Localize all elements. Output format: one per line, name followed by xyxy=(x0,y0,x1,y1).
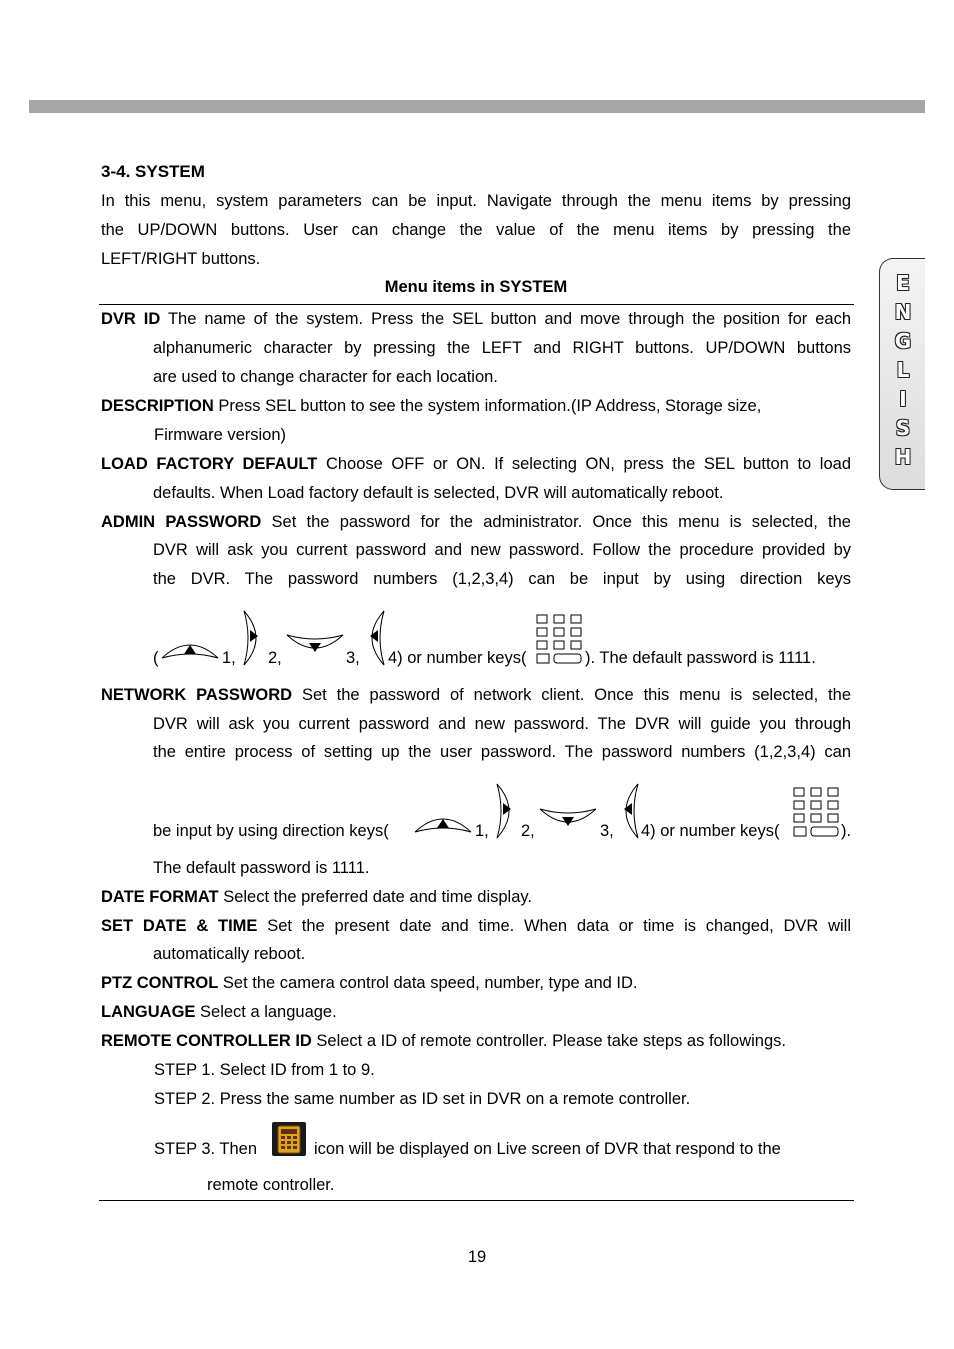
page-number: 19 xyxy=(467,1248,487,1266)
table-bottom-rule xyxy=(99,1200,854,1201)
item-text: Set the password of network client. Once this menu is selected, the xyxy=(292,686,851,704)
item-text: automatically reboot. xyxy=(153,945,306,963)
language-side-tab xyxy=(879,258,925,490)
item-admin-password xyxy=(101,513,851,532)
item-term: DATE FORMAT xyxy=(101,888,219,906)
item-text: 3, xyxy=(346,649,360,667)
item-text: 1, xyxy=(475,822,489,840)
item-term: NETWORK PASSWORD xyxy=(101,686,293,704)
step-text: STEP 1. Select ID from 1 to 9. xyxy=(154,1061,375,1079)
item-set-date-time xyxy=(101,917,851,936)
item-description xyxy=(101,397,761,416)
left-arrow-key-icon xyxy=(616,782,642,840)
item-text: the entire process of setting up the user password. The password numbers (1,2,3,4) can xyxy=(153,743,851,761)
item-text: ). The default password is 1111. xyxy=(585,649,816,667)
intro-text: the UP/DOWN buttons. User can change the value of the menu items by pressing the xyxy=(101,221,851,239)
right-arrow-key-icon xyxy=(240,609,266,667)
item-text: DVR will ask you current password and new password. The DVR will guide you through xyxy=(153,715,851,733)
item-text: ( xyxy=(153,649,159,667)
left-arrow-key-icon xyxy=(362,609,388,667)
item-text: 4) or number keys( xyxy=(388,649,527,667)
item-text: be input by using direction keys( xyxy=(153,822,389,840)
item-network-password xyxy=(101,686,851,705)
item-text: DVR will ask you current password and new password. Follow the procedure provided by xyxy=(153,541,851,559)
intro-text: In this menu, system parameters can be input. Navigate through the menu items by pressing xyxy=(101,192,851,210)
item-text: Select a language. xyxy=(195,1003,337,1021)
item-text: Set the camera control data speed, number, type and ID. xyxy=(218,974,638,992)
side-tab-letter: N xyxy=(894,300,912,324)
item-text: 2, xyxy=(268,649,282,667)
table-caption: Menu items in SYSTEM xyxy=(384,278,568,296)
item-load-factory-default xyxy=(101,455,851,474)
number-keypad-icon xyxy=(535,613,585,667)
item-term: LANGUAGE xyxy=(101,1003,196,1021)
item-term: ADMIN PASSWORD xyxy=(101,513,262,531)
intro-text: LEFT/RIGHT buttons. xyxy=(101,250,261,268)
item-term: PTZ CONTROL xyxy=(101,974,219,992)
step-text: STEP 3. Then xyxy=(154,1140,258,1158)
up-arrow-key-icon xyxy=(413,808,473,838)
item-text: Choose OFF or ON. If selecting ON, press the SEL button to load xyxy=(317,455,851,473)
side-tab-letter: I xyxy=(899,387,907,411)
section-title: 3-4. SYSTEM xyxy=(101,162,205,181)
side-tab-letter: L xyxy=(896,358,910,382)
item-term: DESCRIPTION xyxy=(101,397,214,415)
item-dvr-id xyxy=(101,310,851,329)
item-text: 4) or number keys( xyxy=(641,822,780,840)
item-text: 2, xyxy=(521,822,535,840)
item-remote-controller-id xyxy=(101,1032,786,1051)
item-date-format xyxy=(101,888,532,907)
item-text: The name of the system. Press the SEL button and move through the position for each xyxy=(160,310,851,328)
item-text: 1, xyxy=(222,649,236,667)
side-tab-letter: S xyxy=(895,416,911,440)
item-text: The default password is 1111. xyxy=(153,859,370,877)
step-text: icon will be displayed on Live screen of DVR that respond to the xyxy=(314,1140,781,1158)
item-text: defaults. When Load factory default is selected, DVR will automatically reboot. xyxy=(153,484,724,502)
item-ptz-control xyxy=(101,974,638,993)
item-text: Select a ID of remote controller. Please take steps as followings. xyxy=(311,1032,786,1050)
item-text: Press SEL button to see the system information.(IP Address, Storage size, xyxy=(213,397,762,415)
down-arrow-key-icon xyxy=(538,805,598,835)
item-text: Firmware version) xyxy=(154,426,287,444)
step-text: remote controller. xyxy=(207,1176,335,1194)
up-arrow-key-icon xyxy=(160,634,220,664)
item-text: are used to change character for each location. xyxy=(153,368,498,386)
number-keypad-icon xyxy=(792,786,842,840)
item-text: Set the password for the administrator. Once this menu is selected, the xyxy=(261,513,851,531)
item-text: Set the present date and time. When data or time is changed, DVR will xyxy=(257,917,851,935)
item-term: SET DATE & TIME xyxy=(101,917,258,935)
remote-controller-icon xyxy=(272,1122,306,1156)
item-term: LOAD FACTORY DEFAULT xyxy=(101,455,318,473)
side-tab-letter: G xyxy=(894,329,912,353)
step-text: STEP 2. Press the same number as ID set in DVR on a remote controller. xyxy=(154,1090,691,1108)
item-text: ). xyxy=(841,822,852,840)
table-top-rule xyxy=(99,304,854,305)
item-term: REMOTE CONTROLLER ID xyxy=(101,1032,312,1050)
item-text: alphanumeric character by pressing the LEFT and RIGHT buttons. UP/DOWN buttons xyxy=(153,339,851,357)
item-language xyxy=(101,1003,337,1022)
header-bar xyxy=(29,100,925,113)
item-text: Select the preferred date and time display. xyxy=(218,888,532,906)
item-text: 3, xyxy=(600,822,614,840)
item-term: DVR ID xyxy=(101,310,161,328)
down-arrow-key-icon xyxy=(285,631,345,661)
side-tab-letter: H xyxy=(894,445,912,469)
right-arrow-key-icon xyxy=(493,782,519,840)
item-text: the DVR. The password numbers (1,2,3,4) can be input by using direction keys xyxy=(153,570,851,588)
side-tab-letter: E xyxy=(896,271,910,295)
